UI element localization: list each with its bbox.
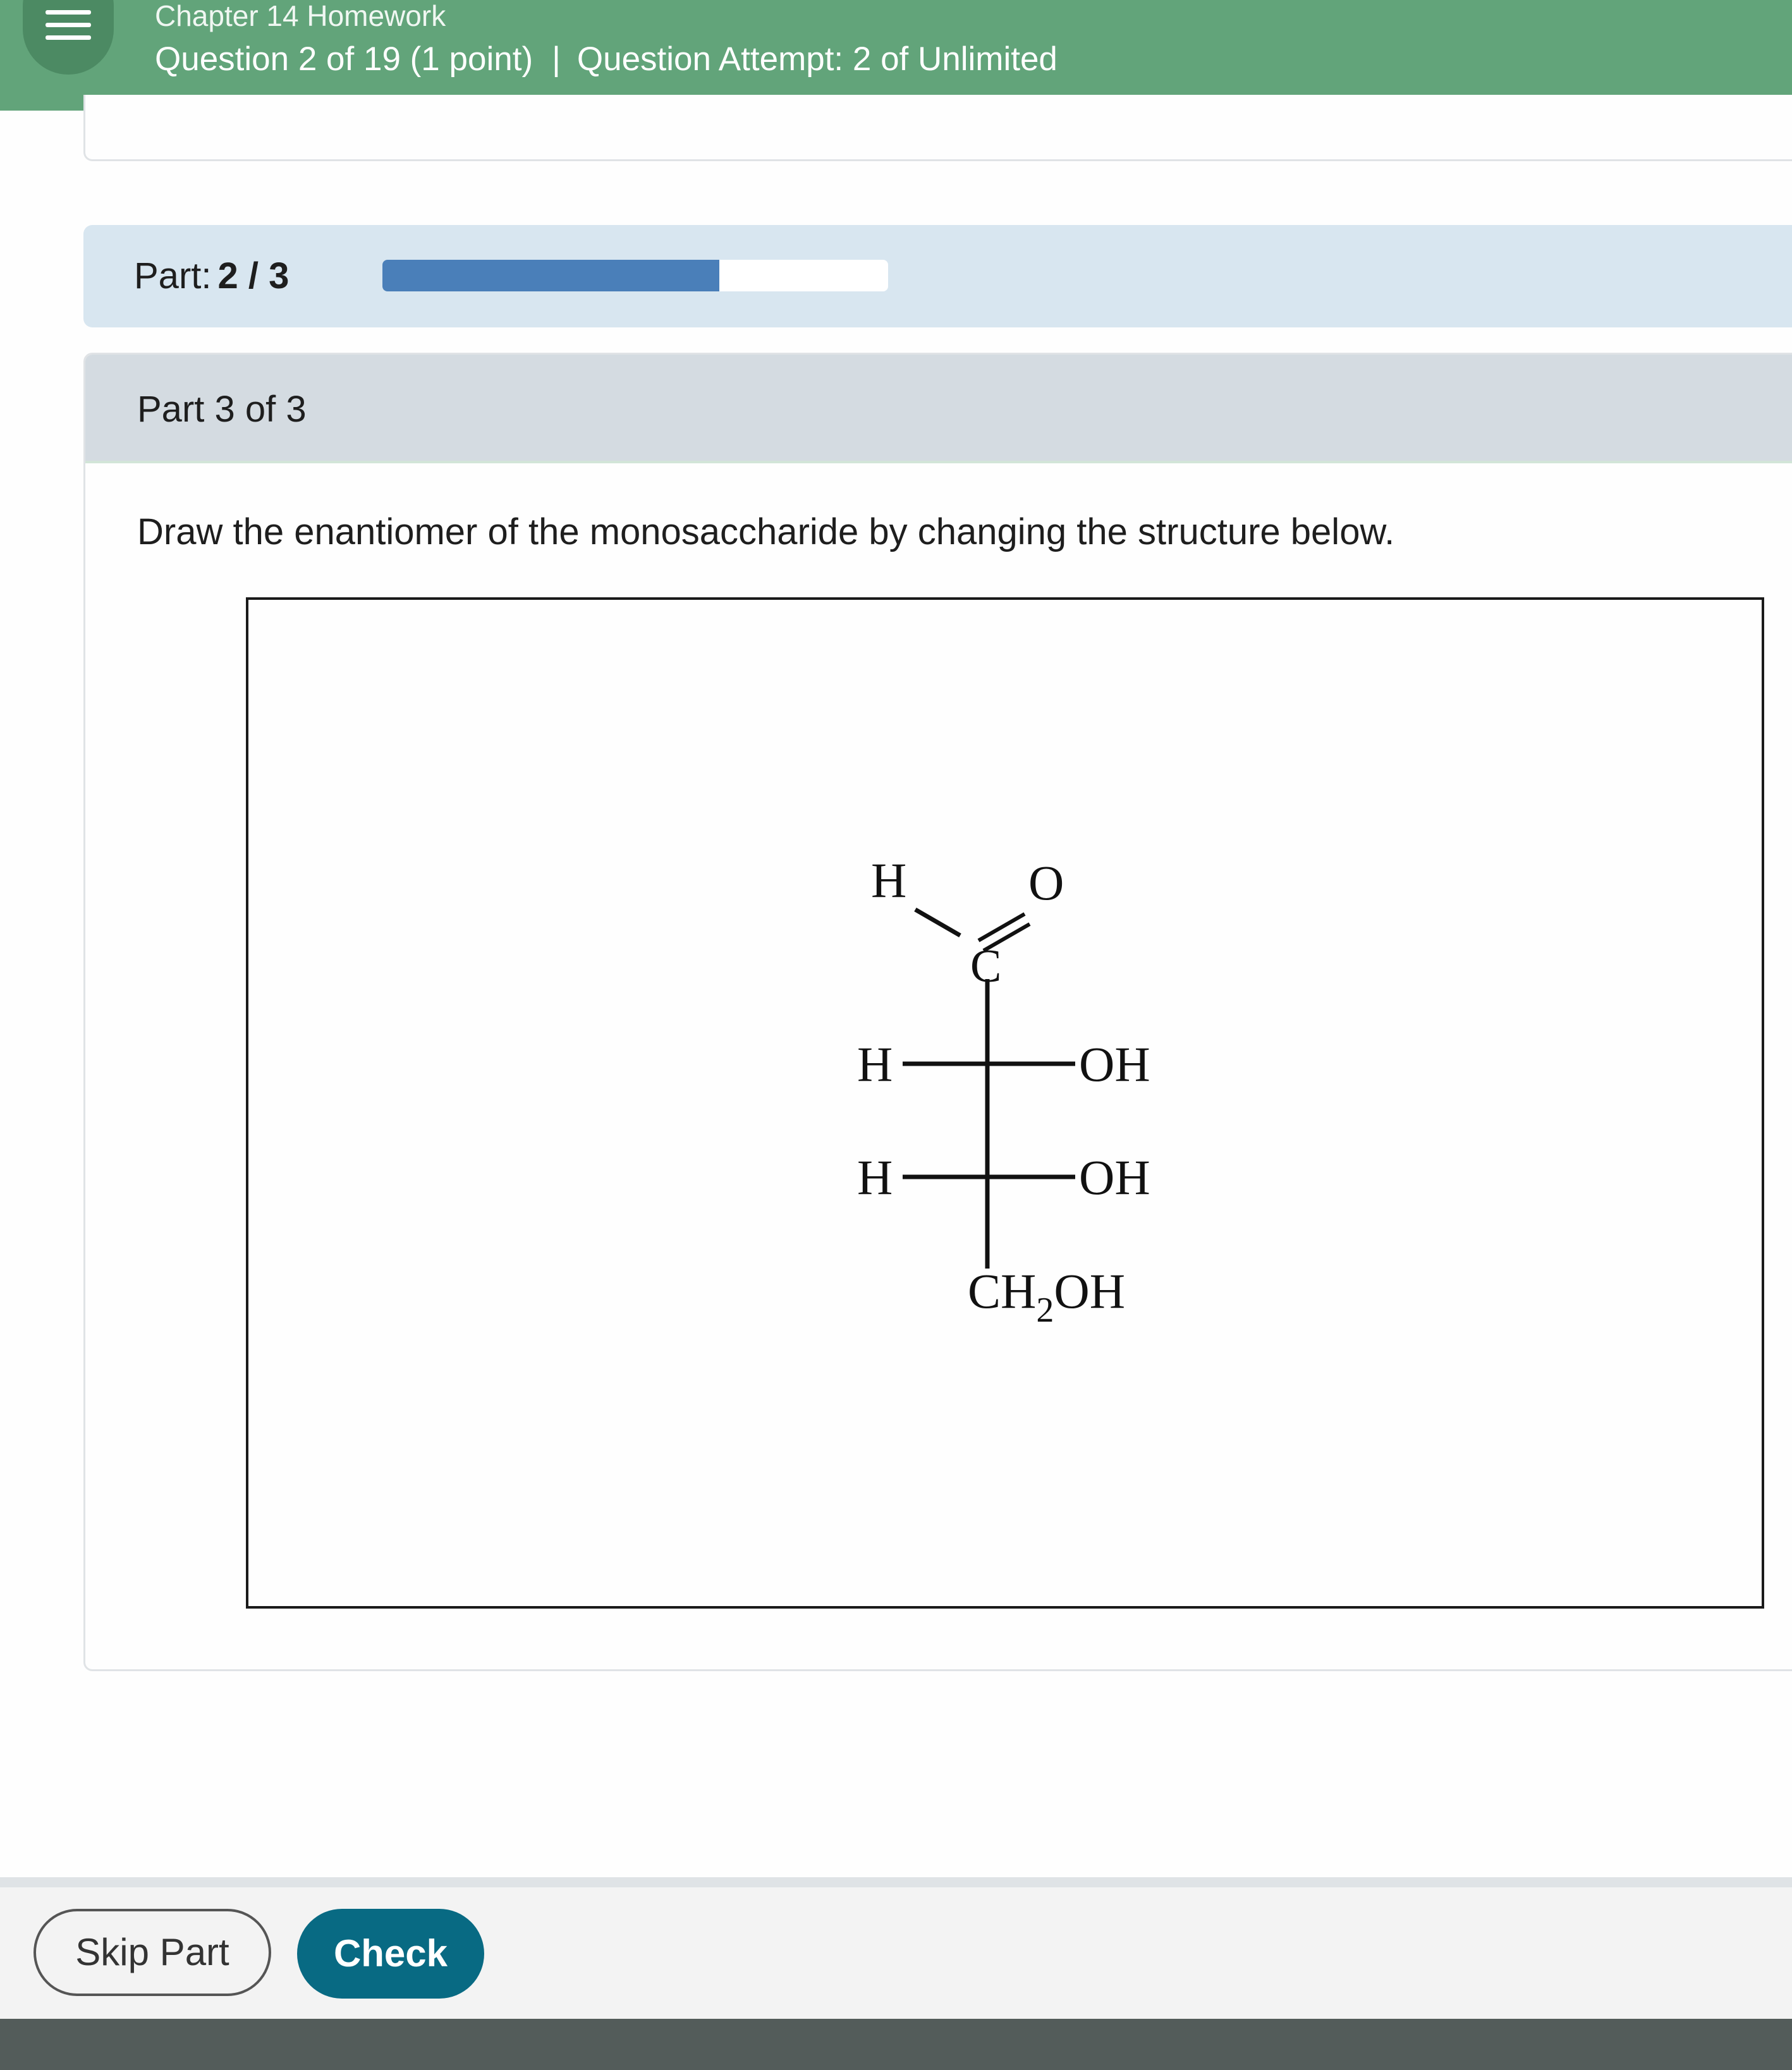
row2-right-oh[interactable]: OH (1079, 1150, 1150, 1205)
carbonyl-c-atom[interactable]: C (970, 941, 1002, 992)
footer-divider (0, 1877, 1792, 1887)
question-status (155, 40, 1058, 78)
progress-bar-fill (382, 260, 719, 291)
previous-part-card (83, 95, 1792, 161)
part-heading: Part 3 of 3 (137, 389, 307, 430)
h-c-bond[interactable] (915, 910, 960, 935)
fischer-projection[interactable] (248, 600, 1762, 1606)
carbonyl-o-atom[interactable]: O (1028, 855, 1064, 910)
header-separator: | (552, 40, 561, 78)
top-h-atom[interactable]: H (871, 853, 907, 908)
structure-drawing-area[interactable] (246, 597, 1764, 1609)
ch2oh-group[interactable]: $CH_2OH$ (968, 1263, 1126, 1330)
check-button[interactable]: Check (297, 1909, 484, 1999)
hamburger-menu-icon[interactable] (23, 0, 114, 75)
part-progress-value: 2 / 3 (217, 255, 290, 296)
row1-right-oh[interactable]: OH (1079, 1037, 1150, 1092)
bottom-toolbar (0, 2019, 1792, 2070)
progress-bar (382, 260, 888, 291)
part-progress-label: Part: 2 / 3 (134, 255, 290, 296)
attempt-info: Question Attempt: 2 of Unlimited (576, 40, 1058, 78)
question-prompt: Draw the enantiomer of the monosaccharide by changing the structure below. (137, 511, 1395, 552)
question-info: Question 2 of 19 (1 point) (155, 40, 533, 78)
part-progress-strip (83, 225, 1792, 327)
header-bar (0, 0, 1792, 111)
footer-bar (0, 1887, 1792, 2019)
question-card (83, 353, 1792, 1671)
row1-left-h[interactable]: H (857, 1037, 893, 1092)
part-header (85, 355, 1792, 463)
c-o-double-bond-a[interactable] (978, 914, 1025, 941)
assignment-title: Chapter 14 Homework (155, 0, 446, 32)
row2-left-h[interactable]: H (857, 1150, 893, 1205)
skip-part-button[interactable]: Skip Part (34, 1909, 271, 1996)
